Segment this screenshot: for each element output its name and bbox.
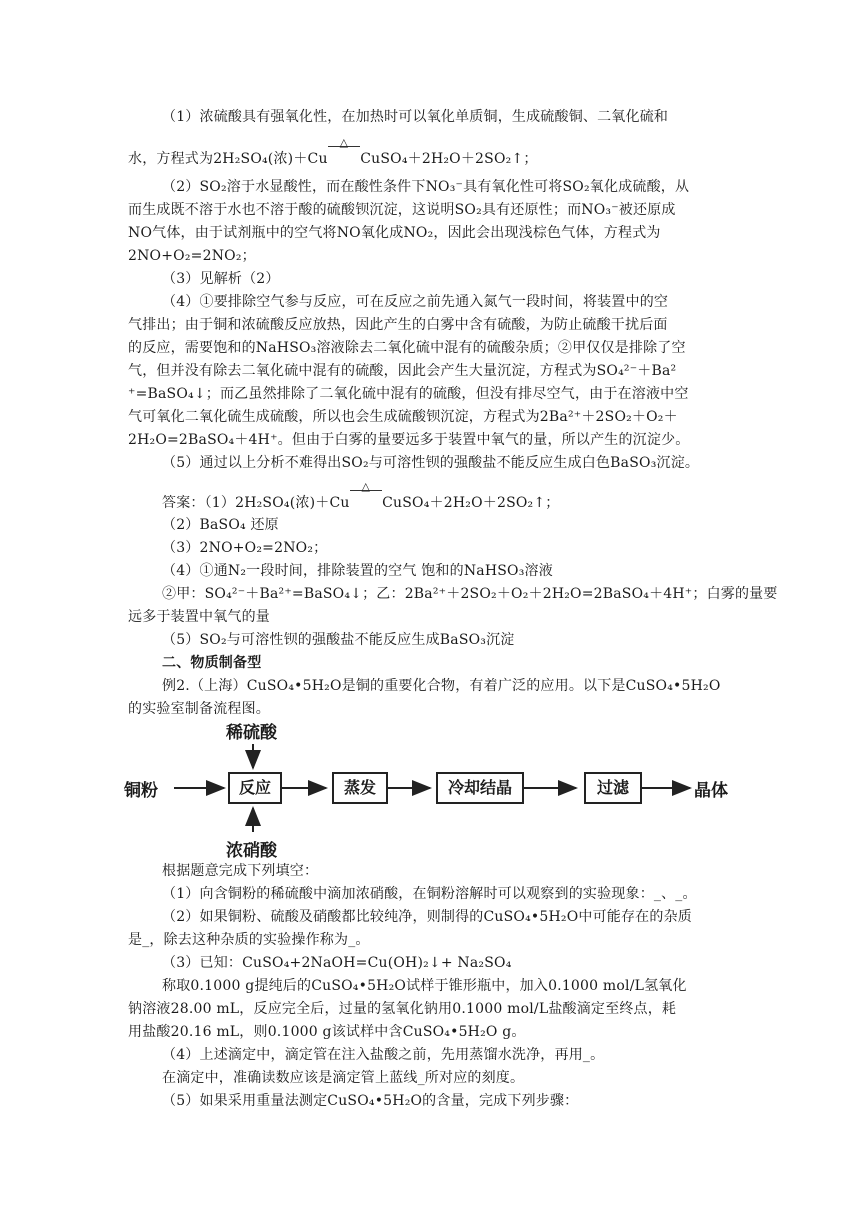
eq-products: CuSO₄＋2H₂O＋2SO₂↑； [360,151,538,167]
analysis-p2-line2: 而生成既不溶于水也不溶于酸的硫酸钡沉淀，这说明SO₂具有还原性；而NO₃⁻被还原成 [128,202,676,218]
analysis-p1-line2 [128,136,538,170]
flow-step-crystallize: 冷却结晶 [436,772,524,804]
example-line2: 的实验室制备流程图。 [128,701,270,717]
flow-start: 铜粉 [124,781,158,801]
question-5: （5）如果采用重量法测定CuSO₄•5H₂O的含量，完成下列步骤： [162,1093,579,1109]
analysis-p2-line4: 2NO+O₂=2NO₂； [128,248,256,264]
analysis-p4-line7: 2H₂O=2BaSO₄＋4H⁺。但由于白雾的量要远多于装置中氧气的量，所以产生的沉淀少。 [128,432,690,448]
analysis-p5: （5）通过以上分析不难得出SO₂与可溶性钡的强酸盐不能反应生成白色BaSO₃沉淀。 [162,455,700,471]
heat-icon: △ [361,480,371,493]
question-3-line4: 用盐酸20.16 mL，则0.1000 g该试样中含CuSO₄•5H₂O g。 [128,1024,526,1040]
analysis-p4-line2: 气排出；由于铜和浓硫酸反应放热，因此产生的白雾中含有硫酸，为防止硫酸干扰后面 [128,317,668,333]
analysis-p2-line3: NO气体，由于试剂瓶中的空气将NO氧化成NO₂，因此会出现浅棕色气体，方程式为 [128,225,661,241]
heat-icon: △ [339,136,349,149]
answer-4-line1: （4）①通N₂一段时间，排除装置的空气 饱和的NaHSO₃溶液 [162,563,553,579]
analysis-p4-line1: （4）①要排除空气参与反应，可在反应之前先通入氮气一段时间，将装置中的空 [162,294,669,310]
flow-step-filter: 过滤 [584,772,642,804]
analysis-p4-line3: 的反应，需要饱和的NaHSO₃溶液除去二氧化硫中混有的硫酸杂质；②甲仅仅是排除了空 [128,340,686,356]
questions-intro: 根据题意完成下列填空： [162,863,319,879]
answer-4-line3: 远多于装置中氧气的量 [128,609,270,625]
question-3-line1: （3）已知：CuSO₄+2NaOH=Cu(OH)₂↓+ Na₂SO₄ [162,955,512,971]
question-4-line2: 在滴定中，准确读数应该是滴定管上蓝线_所对应的刻度。 [162,1070,525,1086]
answer-4-line2: ②甲：SO₄²⁻＋Ba²⁺=BaSO₄↓；乙：2Ba²⁺＋2SO₂＋O₂＋2H₂O=2BaSO₄＋4H⁺；白雾的量要 [162,586,778,602]
reaction-condition [350,480,383,514]
answer-1 [162,480,560,514]
section-heading: 二、物质制备型 [162,655,262,671]
answer-3: （3）2NO+O₂=2NO₂； [162,540,328,556]
analysis-p1-line1: （1）浓硫酸具有强氧化性，在加热时可以氧化单质铜，生成硫酸铜、二氧化硫和 [162,109,669,125]
question-3-line2: 称取0.1000 g提纯后的CuSO₄•5H₂O试样于锥形瓶中，加入0.1000 mol/L氢氧化 [162,978,687,994]
reaction-condition [328,136,361,170]
analysis-p3: （3）见解析（2） [162,271,280,287]
analysis-p4-line5: ⁺=BaSO₄↓；而乙虽然排除了二氧化硫中混有的硫酸，但没有排尽空气，由于在溶液中空 [128,386,689,402]
flow-step-react: 反应 [228,772,282,804]
question-2-line2: 是_，除去这种杂质的实验操作称为_。 [128,932,370,948]
question-1: （1）向含铜粉的稀硫酸中滴加浓硝酸，在铜粉溶解时可以观察到的实验现象：_、_。 [162,886,697,902]
eq-text: 水，方程式为2H₂SO₄(浓)＋Cu [128,151,328,167]
answer-1-pre: 答案：（1）2H₂SO₄(浓)＋Cu [162,495,350,511]
question-2-line1: （2）如果铜粉、硫酸及硝酸都比较纯净，则制得的CuSO₄•5H₂O中可能存在的杂质 [162,909,692,925]
flow-end: 晶体 [694,781,728,801]
answer-5: （5）SO₂与可溶性钡的强酸盐不能反应生成BaSO₃沉淀 [162,632,515,648]
reagent-conc-nitric: 浓硝酸 [226,841,277,861]
flow-arrows [120,712,740,862]
question-4-line1: （4）上述滴定中，滴定管在注入盐酸之前，先用蒸馏水洗净，再用_。 [162,1047,605,1063]
analysis-p2-line1: （2）SO₂溶于水显酸性，而在酸性条件下NO₃⁻具有氧化性可将SO₂氧化成硫酸，从 [162,179,690,195]
reagent-dilute-sulfuric: 稀硫酸 [226,723,277,743]
analysis-p4-line6: 气可氧化二氧化硫生成硫酸，所以也会生成硫酸钡沉淀，方程式为2Ba²⁺＋2SO₂＋O₂＋ [128,409,678,425]
answer-2: （2）BaSO₄ 还原 [162,517,279,533]
flow-diagram [120,712,740,862]
flow-step-evaporate: 蒸发 [332,772,388,804]
question-3-line3: 钠溶液28.00 mL，反应完全后，过量的氢氧化钠用0.1000 mol/L盐酸滴定至终点，耗 [128,1001,677,1017]
analysis-p4-line4: 气，但并没有除去二氧化硫中混有的硫酸，因此会产生大量沉淀，方程式为SO₄²⁻＋Ba² [128,363,677,379]
answer-1-post: CuSO₄＋2H₂O＋2SO₂↑； [382,495,560,511]
example-line1: 例2.（上海）CuSO₄•5H₂O是铜的重要化合物，有着广泛的应用。以下是CuSO₄•5H₂O [162,678,721,694]
